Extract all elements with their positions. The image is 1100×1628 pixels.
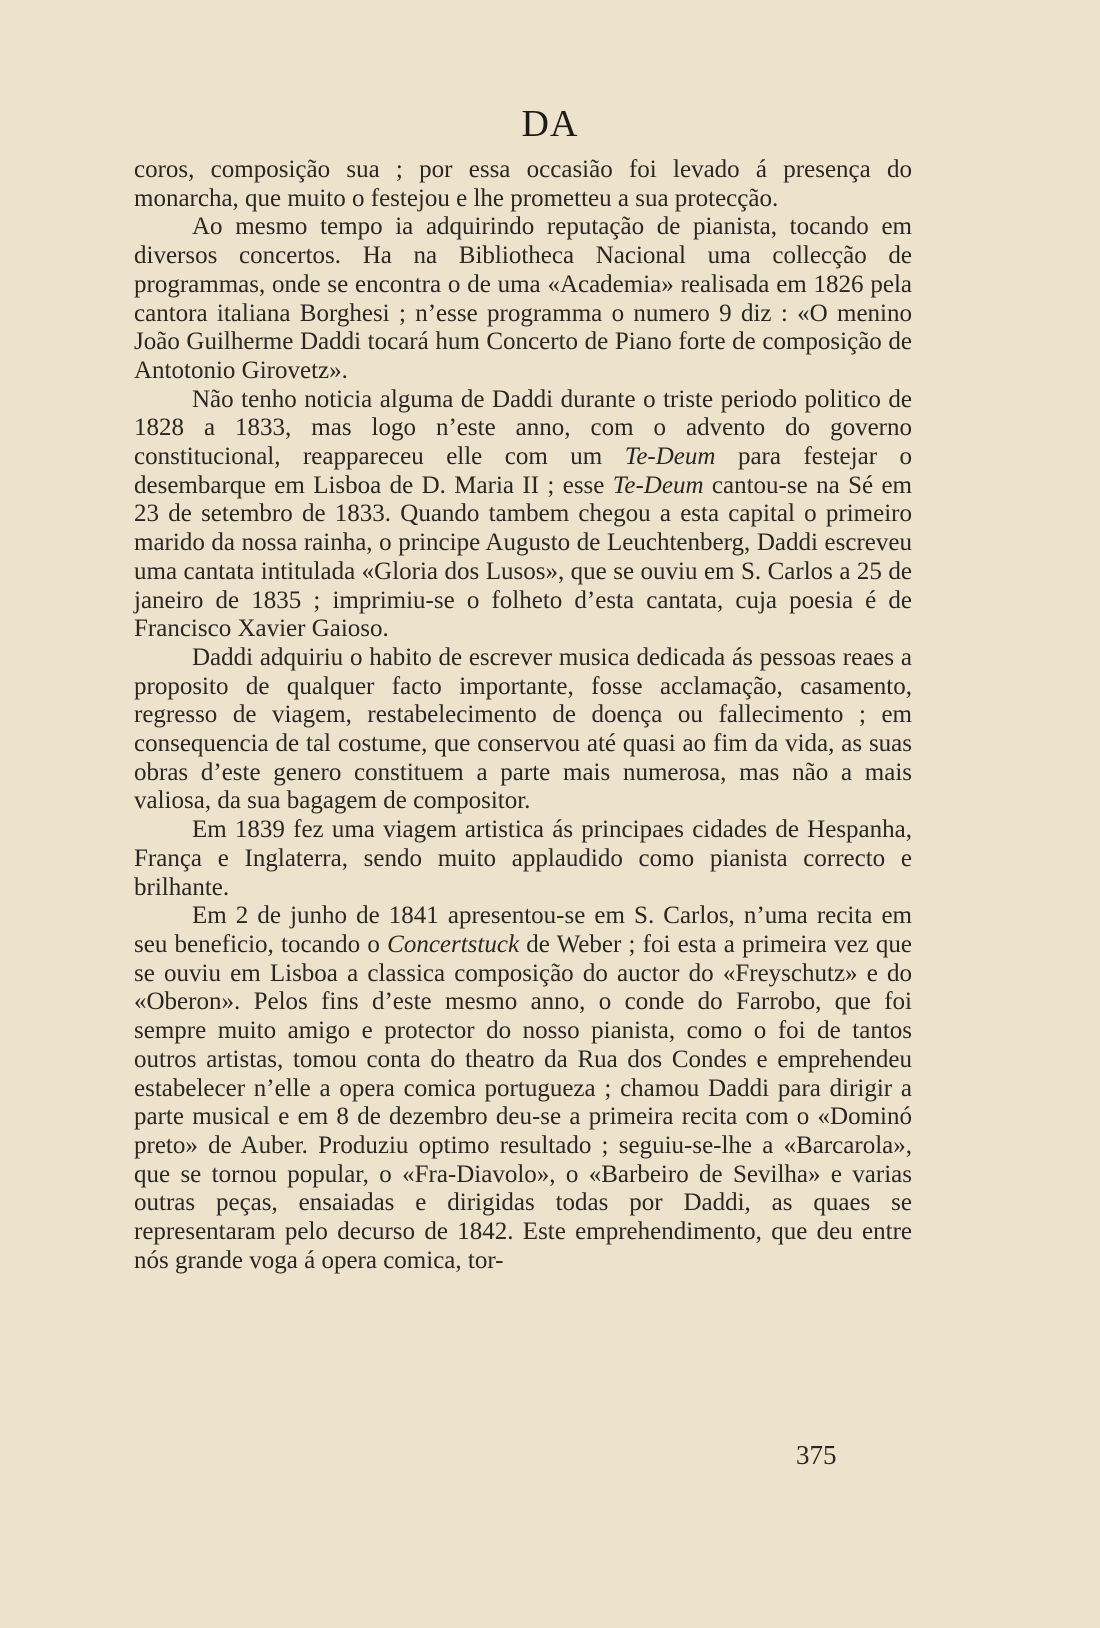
paragraph xyxy=(134,386,912,644)
paragraph xyxy=(134,644,912,816)
paragraph xyxy=(134,213,912,385)
text-run: Ao mesmo tempo ia adquirindo reputação de pianista, tocando em diversos concertos. Ha na Bibliotheca Nacional uma collecção de programmas, onde se encontra o de uma «Academia» realisada em 1826 pela cantora italiana Borghesi ; n’esse programma o numero 9 diz : «O menino João Guilherme Daddi tocará hum Concerto de Piano forte de composição de Antotonio Girovetz». xyxy=(134,213,912,384)
paragraph xyxy=(134,156,912,213)
text-run: Em 1839 fez uma viagem artistica ás principaes cidades de Hespanha, França e Inglaterra, sendo muito applaudido como pianista correcto e brilhante. xyxy=(134,816,912,901)
paragraph xyxy=(134,902,912,1275)
body-text xyxy=(134,156,912,1275)
text-run: para festejar o desembarque em Lisboa de D. Maria II ; esse xyxy=(134,443,912,499)
text-run: Em 2 de junho de 1841 apresentou-se em S. Carlos, n’uma recita em seu beneficio, tocando o xyxy=(134,902,912,958)
page-number: 375 xyxy=(796,1440,837,1470)
italic-title: Te-Deum xyxy=(624,443,716,471)
text-run: de Weber ; foi esta a primeira vez que se ouviu em Lisboa a classica composição do auctor do «Freyschutz» e do «Oberon». Pelos fins d’este mesmo anno, o conde do Farrobo, que foi sempre muito amigo e protector do nosso pianista, como o foi de tantos outros artistas, tomou conta do theatro da Rua dos Condes e emprehendeu estabelecer n’elle a opera comica portugueza ; chamou Daddi para dirigir a parte musical e em 8 de dezembro deu-se a primeira recita com o «Dominó preto» de Auber. Produziu optimo resultado ; seguiu-se-lhe a «Barcarola», que se tornou popular, o «Fra-Diavolo», o «Barbeiro de Sevilha» e varias outras peças, ensaiadas e dirigidas todas por Daddi, as quaes se representaram pelo decurso de 1842. Este emprehendimento, que deu entre nós grande voga á opera comica, tor- xyxy=(134,930,913,1274)
text-run: coros, composição sua ; por essa occasião foi levado á presença do monarcha, que muito o festejou e lhe prometteu a sua protecção. xyxy=(134,156,912,212)
italic-title: Concertstuck xyxy=(387,930,520,958)
text-run: cantou-se na Sé em 23 de setembro de 1833. Quando tambem chegou a esta capital o primeiro marido da nossa rainha, o principe Augusto de Leuchtenberg, Daddi escreveu uma cantata intitulada «Gloria dos Lusos», que se ouviu em S. Carlos a 25 de janeiro de 1835 ; imprimiu-se o folheto d’esta cantata, cuja poesia é de Francisco Xavier Gaioso. xyxy=(134,471,912,643)
italic-title: Te-Deum xyxy=(612,471,704,499)
text-run: Daddi adquiriu o habito de escrever musica dedicada ás pessoas reaes a proposito de qualquer facto importante, fosse acclamação, casamento, regresso de viagem, restabelecimento de doença ou fallecimento ; em consequencia de tal costume, que conservou até quasi ao fim da vida, as suas obras d’este genero constituem a parte mais numerosa, mas não a mais valiosa, da sua bagagem de compositor. xyxy=(134,643,912,815)
paragraph xyxy=(134,816,912,902)
running-head: DA xyxy=(521,103,579,145)
text-run: Não tenho noticia alguma de Daddi durante o triste periodo politico de 1828 a 1833, mas logo n’este anno, com o advento do governo constitucional, reappareceu elle com um xyxy=(134,385,912,471)
